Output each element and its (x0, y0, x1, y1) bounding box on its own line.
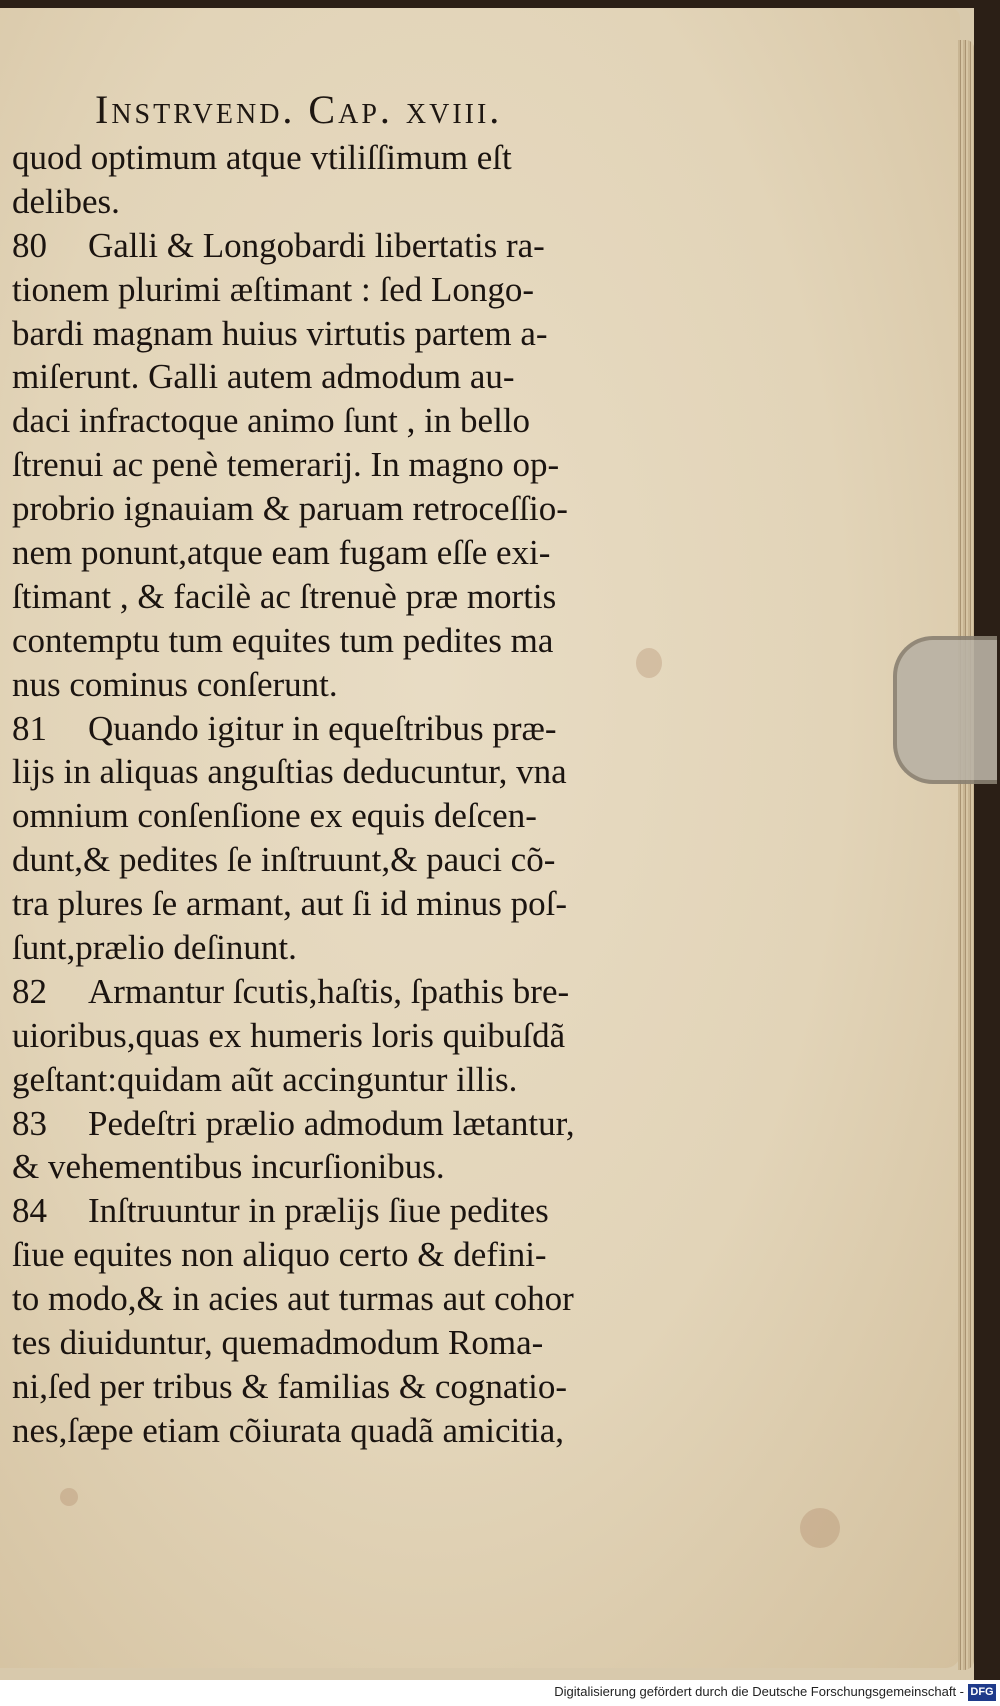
text-line (12, 136, 732, 180)
text-line (12, 926, 732, 970)
line-text: daci infractoque animo ſunt , in bello (12, 401, 531, 441)
page-edge (958, 40, 974, 1670)
line-text: geſtant:quidam aũt accinguntur illis. (12, 1059, 518, 1099)
paragraph-number: 84 (12, 1191, 47, 1231)
line-text: tionem plurimi æſtimant : ſed Longo- (12, 269, 535, 309)
line-text: nem ponunt,atque eam fugam eſſe exi- (12, 533, 551, 573)
line-text: omnium conſenſione ex equis deſcen- (12, 796, 537, 836)
line-text: ſtrenui ac penè temerarij. In magno op- (12, 445, 560, 485)
line-text: Galli & Longobardi libertatis ra- (88, 225, 545, 265)
footer-credit: Digitalisierung gefördert durch die Deutsche Forschungsgemeinschaft - (554, 1684, 964, 1699)
text-line (12, 180, 732, 224)
text-line (12, 794, 732, 838)
line-text: Armantur ſcutis,haſtis, ſpathis bre- (88, 971, 570, 1011)
paragraph-number: 82 (12, 971, 47, 1011)
line-text: ni,ſed per tribus & familias & cognatio- (12, 1366, 568, 1406)
text-line (12, 970, 732, 1014)
text-line (12, 268, 732, 312)
running-head: Instrvend. Cap. xviii. (95, 87, 503, 132)
footer-bar (0, 1680, 1000, 1706)
text-line (12, 1189, 732, 1233)
line-text: contemptu tum equites tum pedites ma (12, 620, 554, 660)
line-text: dunt,& pedites ſe inſtruunt,& pauci cõ- (12, 840, 556, 880)
text-line (12, 882, 732, 926)
text-line (12, 575, 732, 619)
book-clip (893, 636, 997, 784)
text-line (12, 531, 732, 575)
text-line (12, 1277, 732, 1321)
line-text: lijs in aliquas anguſtias deducuntur, vna (12, 752, 567, 792)
text-line (12, 312, 732, 356)
text-line (12, 443, 732, 487)
line-text: Pedeſtri prælio admodum lætantur, (88, 1103, 575, 1143)
line-text: Inſtruuntur in prælijs ſiue pedites (88, 1191, 549, 1231)
text-line (12, 707, 732, 751)
text-line (12, 663, 732, 707)
text-line (12, 1102, 732, 1146)
paper-stain (60, 1488, 78, 1506)
line-text: ſtimant , & facilè ac ſtrenuè præ mortis (12, 576, 557, 616)
line-text: nes,ſæpe etiam cõiurata quadã amicitia, (12, 1410, 565, 1450)
paragraph-number: 81 (12, 708, 47, 748)
line-text: nus cominus conſerunt. (12, 664, 338, 704)
text-line (12, 838, 732, 882)
line-text: ſiue equites non aliquo certo & defini- (12, 1235, 547, 1275)
line-text: Quando igitur in equeſtribus præ- (88, 708, 557, 748)
text-line (12, 355, 732, 399)
text-line (12, 619, 732, 663)
paper-stain (800, 1508, 840, 1548)
line-text: bardi magnam huius virtutis partem a- (12, 313, 548, 353)
line-text: quod optimum atque vtiliſſimum eſt (12, 138, 512, 177)
line-text: delibes. (12, 181, 120, 221)
text-line (12, 1409, 732, 1453)
line-text: miſerunt. Galli autem admodum au- (12, 357, 515, 397)
dfg-logo: DFG (968, 1684, 996, 1701)
text-line (12, 1321, 732, 1365)
line-text: & vehementibus incurſionibus. (12, 1147, 445, 1187)
text-line (12, 224, 732, 268)
line-text: to modo,& in acies aut turmas aut cohor (12, 1279, 574, 1319)
text-line (12, 1233, 732, 1277)
paragraph-number: 80 (12, 225, 47, 265)
text-line (12, 1145, 732, 1189)
line-text: ſunt,prælio deſinunt. (12, 928, 297, 968)
text-line (12, 487, 732, 531)
text-line (12, 399, 732, 443)
body-text (12, 136, 732, 1453)
line-text: uioribus,quas ex humeris loris quibuſdã (12, 1015, 566, 1055)
text-line (12, 750, 732, 794)
text-line (12, 1058, 732, 1102)
line-text: probrio ignauiam & paruam retroceſſio- (12, 489, 568, 529)
line-text: tes diuiduntur, quemadmodum Roma- (12, 1323, 544, 1363)
text-line (12, 1014, 732, 1058)
paragraph-number: 83 (12, 1103, 47, 1143)
line-text: tra plures ſe armant, aut ſi id minus poſ- (12, 884, 568, 924)
text-line (12, 1365, 732, 1409)
